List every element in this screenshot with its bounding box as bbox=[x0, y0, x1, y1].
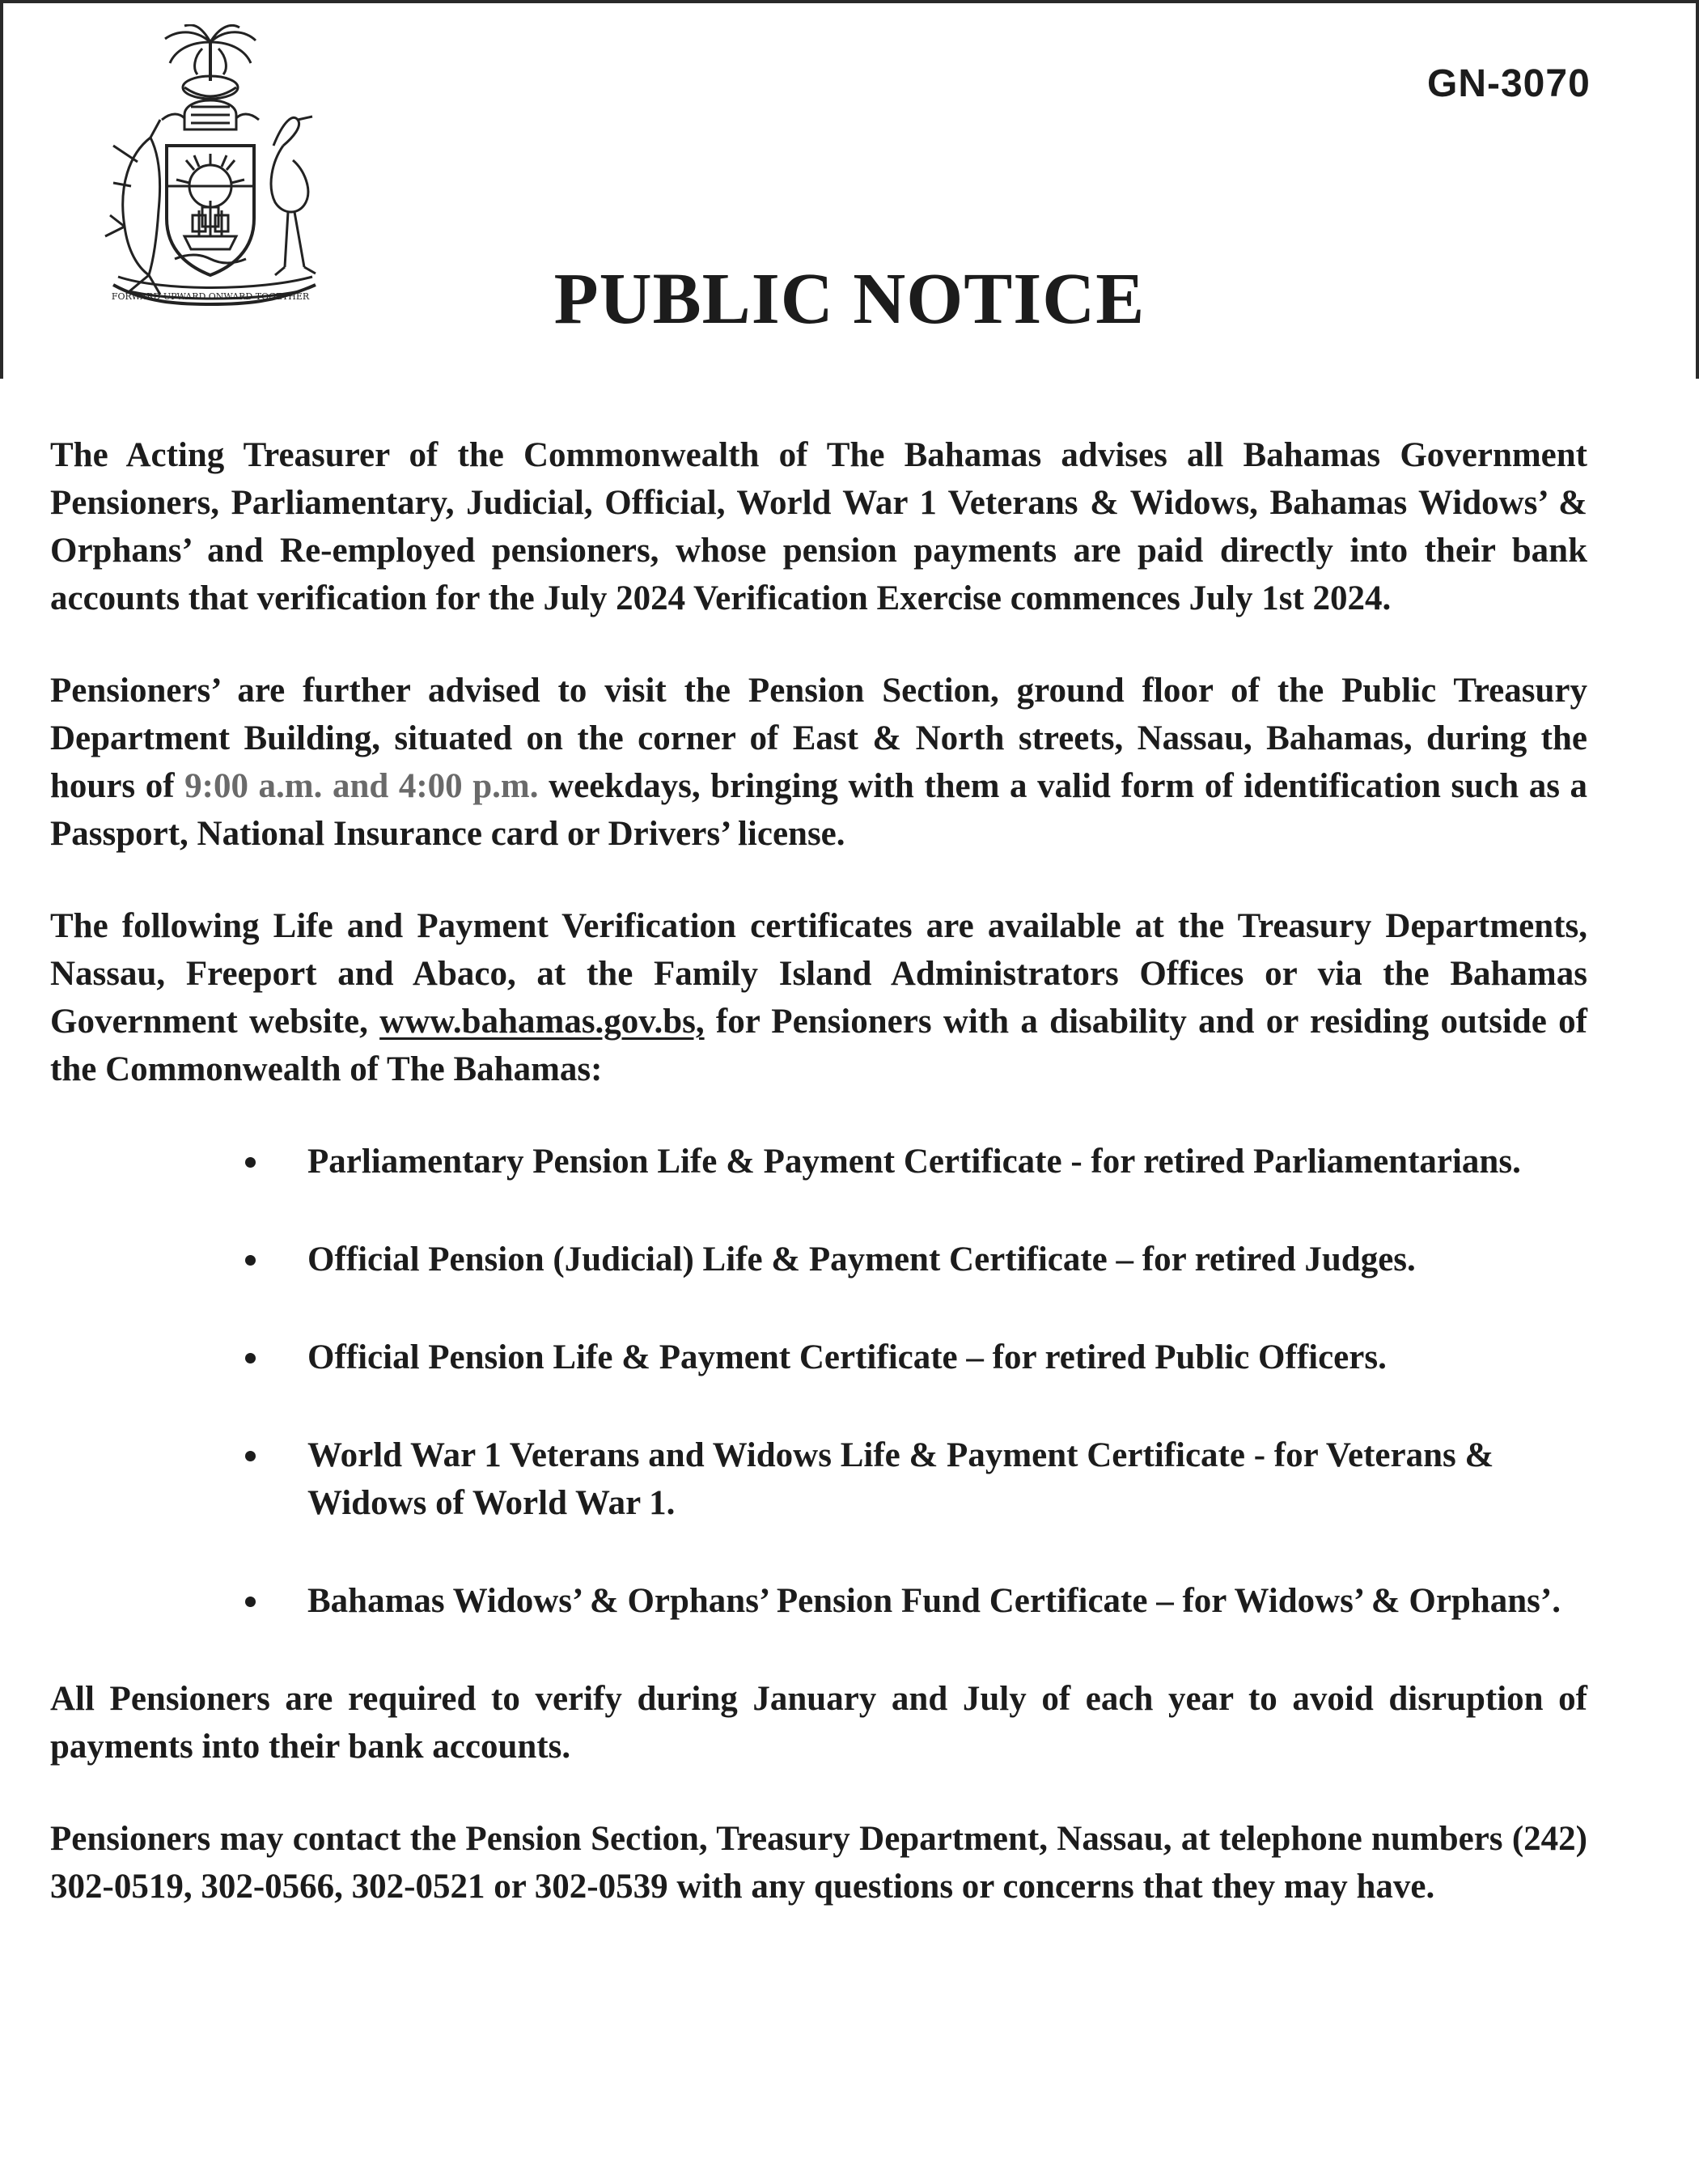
list-item: Official Pension (Judicial) Life & Payment Certificate – for retired Judges. bbox=[50, 1236, 1587, 1283]
paragraph-contact: Pensioners may contact the Pension Section, Treasury Department, Nassau, at telephone numbers (242) 302-0519, 302-0566, 302-0521 or 302-0539 with any questions or concerns that they may have. bbox=[50, 1820, 1587, 1906]
list-item: World War 1 Veterans and Widows Life & Payment Certificate - for Veterans & Widows of World War 1. bbox=[50, 1431, 1587, 1527]
paragraph-requirement: All Pensioners are required to verify during January and July of each year to avoid disruption of payments into their bank accounts. bbox=[50, 1680, 1587, 1766]
bullet-icon bbox=[245, 1157, 256, 1168]
notice-body bbox=[50, 431, 1587, 1955]
office-hours: 9:00 a.m. and 4:00 p.m. bbox=[184, 767, 539, 805]
bullet-icon bbox=[245, 1597, 256, 1607]
bullet-icon bbox=[245, 1255, 256, 1266]
website-link[interactable]: www.bahamas.gov.bs, bbox=[379, 1003, 705, 1041]
paragraph-intro: The Acting Treasurer of the Commonwealth of The Bahamas advises all Bahamas Government Pensioners, Parliamentary, Judicial, Official, World War 1 Veterans & Widows, Bahamas Widows’ & Orphans’ and Re-employed pensioners, whose pension payments are paid directly into their bank accounts that verification for the July 2024 Verification Exercise commences July 1st 2024. bbox=[50, 436, 1587, 617]
certificate-list bbox=[50, 1138, 1587, 1625]
paragraph-visit: Pensioners’ are further advised to visit the Pension Section, ground floor of the Public Treasury Department Building, situated on the corner of East & North streets, Nassau, Bahamas, during the hours of 9:00 a.m. and 4:00 p.m. weekdays, bringing with them a valid form of identification such as a Passport, National Insurance card or Drivers’ license. bbox=[50, 672, 1588, 853]
paragraph-certificates: The following Life and Payment Verification certificates are available at the Treasury Departments, Nassau, Freeport and Abaco, at the Family Island Administrators Offices or via the Bahamas Government website, www.bahamas.gov.bs, for Pensioners with a disability and or residing outside of the Commonwealth of The Bahamas: bbox=[50, 907, 1587, 1088]
bullet-icon bbox=[245, 1451, 256, 1461]
notice-code: GN-3070 bbox=[1427, 62, 1591, 105]
list-item: Official Pension Life & Payment Certificate – for retired Public Officers. bbox=[50, 1334, 1587, 1381]
page-title: PUBLIC NOTICE bbox=[553, 259, 1146, 339]
border-top bbox=[0, 0, 1699, 3]
svg-text:FORWARD UPWARD ONWARD TOGETHER: FORWARD UPWARD ONWARD TOGETHER bbox=[111, 291, 310, 302]
bullet-icon bbox=[245, 1353, 256, 1363]
list-item: Bahamas Widows’ & Orphans’ Pension Fund Certificate – for Widows’ & Orphans’. bbox=[50, 1577, 1587, 1625]
list-item: Parliamentary Pension Life & Payment Certificate - for retired Parliamentarians. bbox=[50, 1138, 1587, 1185]
